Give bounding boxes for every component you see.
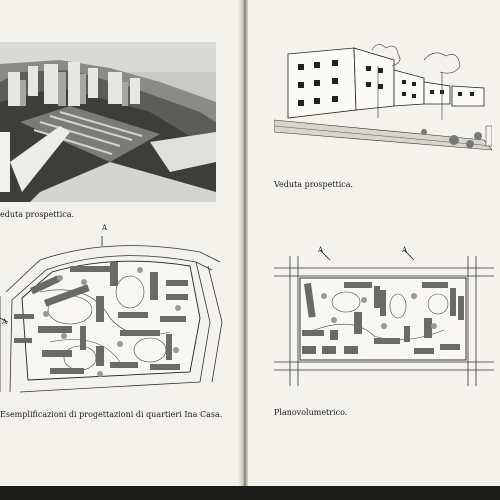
photo-caption: eduta prospettica.: [0, 210, 75, 219]
plan-caption-right: Planovolumetrico.: [274, 408, 348, 417]
section-mark-a2: A: [402, 246, 408, 254]
book-bottom-edge: [0, 486, 500, 500]
plan-caption-left: Esemplificazioni di progettazioni di quartieri Ina Casa.: [0, 410, 223, 419]
section-mark-left: A: [2, 318, 8, 326]
sketch-caption: Veduta prospettica.: [274, 180, 354, 189]
section-mark-a1: A: [318, 246, 324, 254]
perspective-sketch: [274, 40, 492, 172]
left-page: [0, 0, 242, 486]
site-plan-left: [0, 222, 226, 394]
section-mark-top: A: [102, 224, 108, 232]
aerial-photo: [0, 42, 216, 202]
site-plan-right: [274, 246, 494, 386]
